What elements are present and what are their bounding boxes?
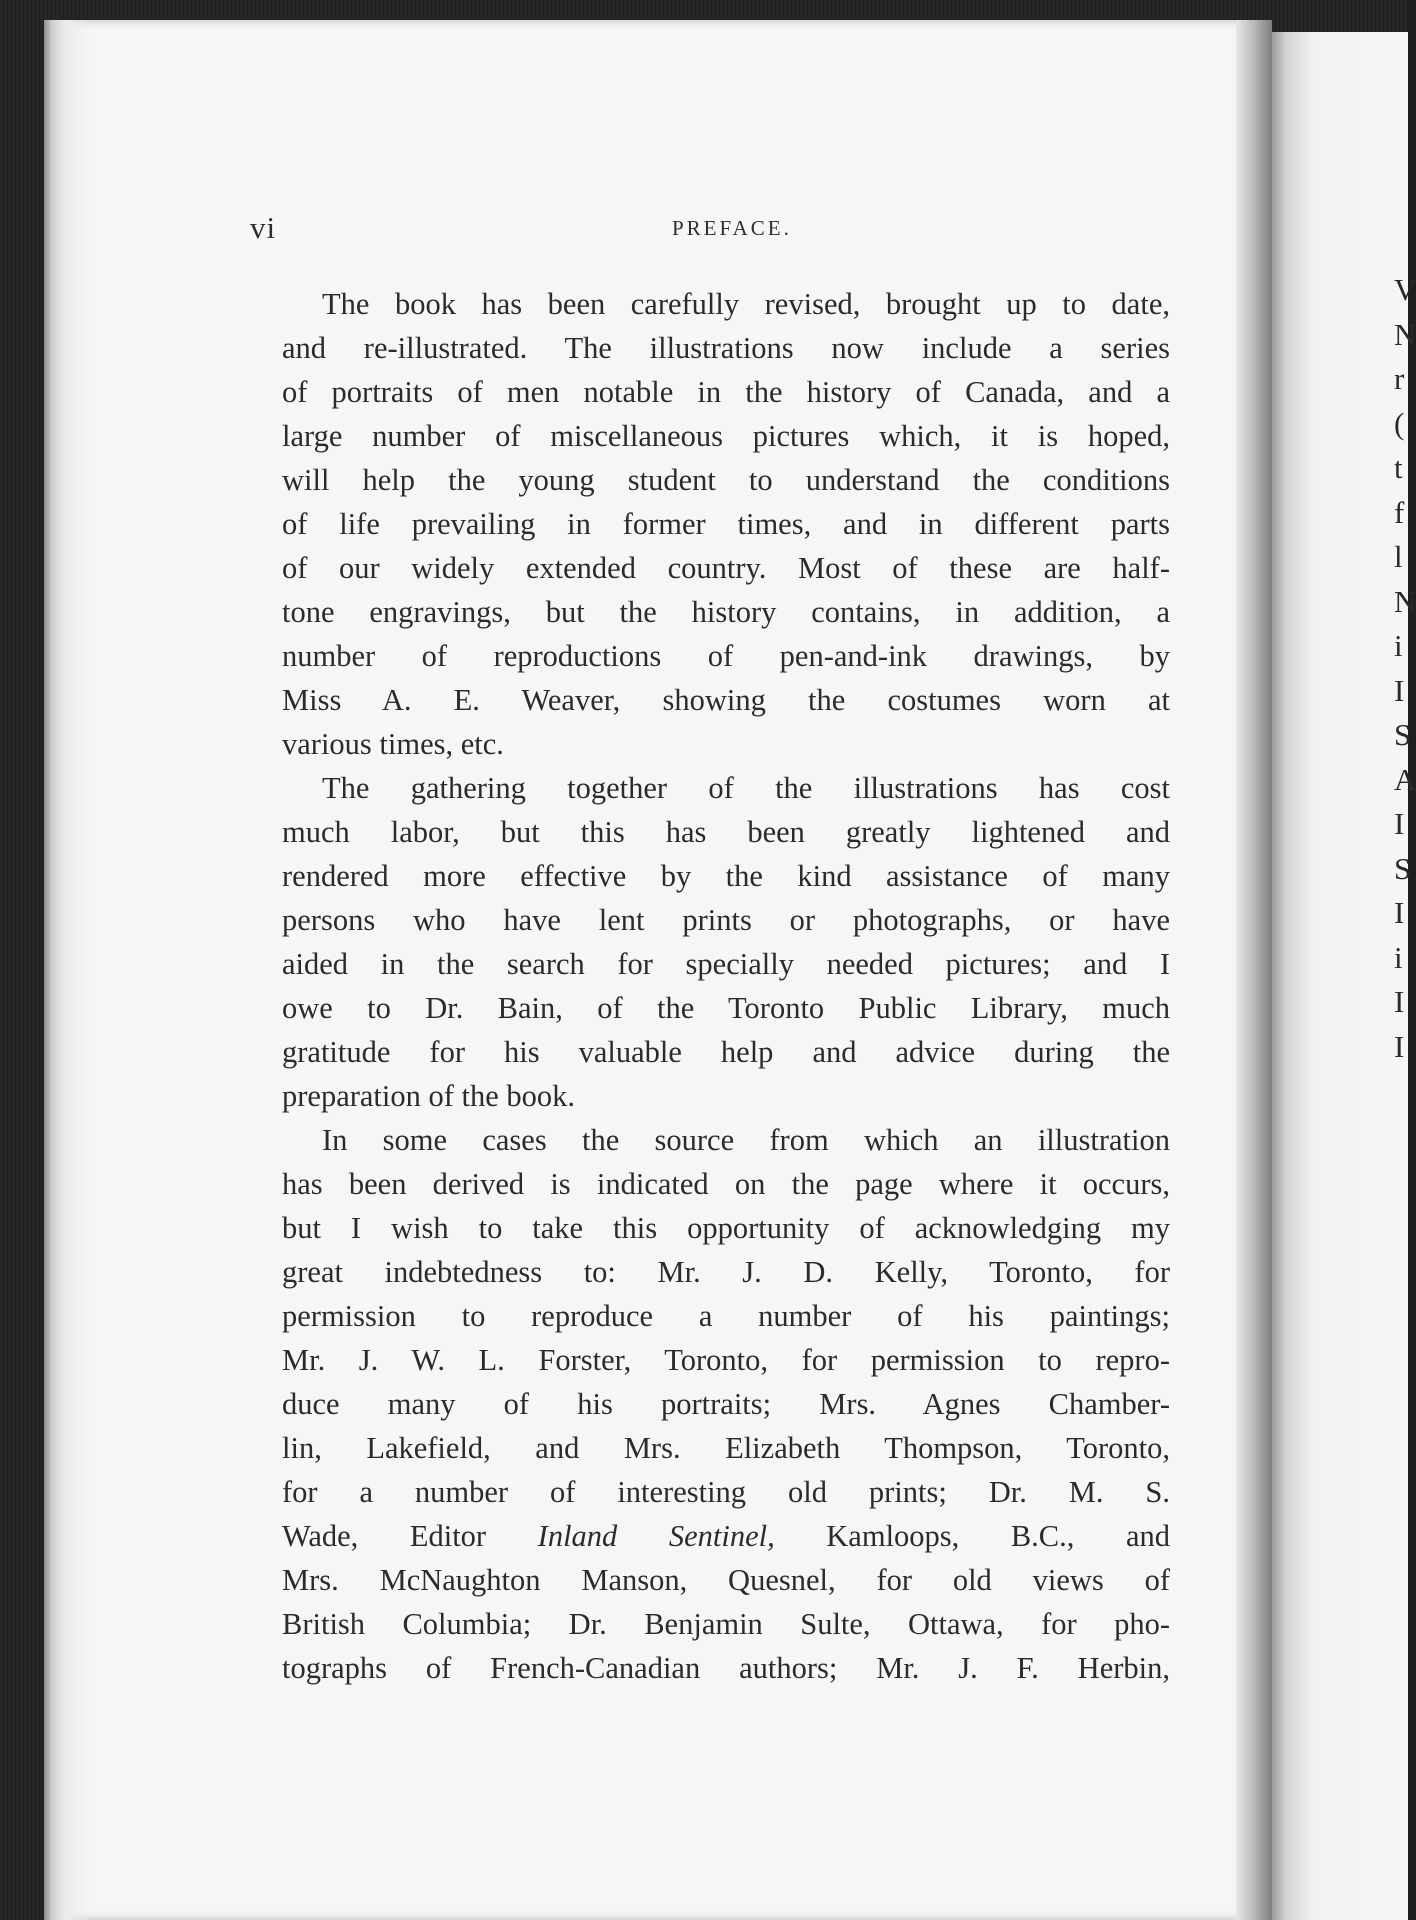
next-page-fragment: A — [1394, 761, 1416, 797]
next-page-fragment: I — [1394, 895, 1405, 930]
running-head — [44, 210, 1272, 250]
next-page-fragment: l — [1394, 539, 1403, 574]
text-line: tographs of French-Canadian authors; Mr. J. F. Herbin, — [282, 1651, 1170, 1685]
text-line: various times, etc. — [282, 727, 504, 761]
next-page-fragment: I — [1394, 1028, 1405, 1064]
text-run: Kamloops, B.C., and — [826, 1519, 1171, 1553]
text-line: The gathering together of the illustrations has cost — [322, 771, 1170, 805]
text-line: British Columbia; Dr. Benjamin Sulte, Ottawa, for pho- — [282, 1607, 1170, 1641]
text-line-with-italic — [282, 1514, 1170, 1558]
text-line: duce many of his portraits; Mrs. Agnes Chamber- — [282, 1387, 1170, 1421]
next-page-fragment: N — [1394, 316, 1416, 352]
next-page-fragment: S — [1394, 850, 1412, 886]
text-line: gratitude for his valuable help and advice during the — [282, 1035, 1170, 1069]
next-page-edge — [1272, 32, 1416, 1920]
next-page-fragment: V — [1394, 272, 1416, 307]
next-page-fragment: S — [1394, 717, 1412, 752]
next-page-fragment: ( — [1394, 405, 1405, 441]
text-line: and re-illustrated. The illustrations now include a series — [282, 331, 1170, 365]
gutter-shadow — [44, 20, 90, 1920]
text-run: Wade, Editor — [282, 1519, 487, 1553]
text-line: tone engravings, but the history contains, in addition, a — [282, 595, 1170, 629]
next-page-fragment: r — [1394, 361, 1405, 396]
text-line: number of reproductions of pen-and-ink drawings, by — [282, 639, 1170, 673]
text-line: large number of miscellaneous pictures which, it is hoped, — [282, 419, 1170, 453]
text-line: Miss A. E. Weaver, showing the costumes worn at — [282, 683, 1170, 717]
text-line: preparation of the book. — [282, 1079, 576, 1113]
book-page — [44, 20, 1272, 1920]
text-line: great indebtedness to: Mr. J. D. Kelly, Toronto, for — [282, 1255, 1170, 1289]
next-page-fragment: N — [1394, 583, 1416, 619]
text-line: permission to reproduce a number of his paintings; — [282, 1299, 1170, 1333]
periodical-title: Inland Sentinel, — [537, 1519, 775, 1553]
paragraph-2 — [282, 766, 1170, 1118]
text-line: but I wish to take this opportunity of acknowledging my — [282, 1211, 1170, 1245]
text-line: of our widely extended country. Most of these are half- — [282, 551, 1170, 585]
text-line: Mrs. McNaughton Manson, Quesnel, for old views of — [282, 1563, 1170, 1597]
paragraph-3 — [282, 1118, 1170, 1690]
paragraph-1 — [282, 282, 1170, 766]
text-line: In some cases the source from which an illustration — [322, 1123, 1170, 1157]
text-line: rendered more effective by the kind assistance of many — [282, 859, 1170, 893]
text-line: much labor, but this has been greatly lightened and — [282, 815, 1170, 849]
text-line: aided in the search for specially needed pictures; and I — [282, 947, 1170, 981]
text-line: owe to Dr. Bain, of the Toronto Public Library, much — [282, 991, 1170, 1025]
text-line: has been derived is indicated on the page where it occurs, — [282, 1167, 1170, 1201]
text-line: The book has been carefully revised, brought up to date, — [322, 287, 1170, 321]
text-line: for a number of interesting old prints; Dr. M. S. — [282, 1475, 1170, 1509]
next-page-fragment: I — [1394, 672, 1405, 708]
body-text — [282, 282, 1170, 1690]
text-line: persons who have lent prints or photographs, or have — [282, 903, 1170, 937]
text-line: lin, Lakefield, and Mrs. Elizabeth Thompson, Toronto, — [282, 1431, 1170, 1465]
next-page-fragment: f — [1394, 494, 1405, 530]
running-head-title: PREFACE. — [672, 216, 792, 240]
text-line: will help the young student to understand the conditions — [282, 463, 1170, 497]
next-page-fragment: I — [1394, 984, 1405, 1019]
next-page-fragment: i — [1394, 628, 1403, 663]
next-page-fragment: i — [1394, 939, 1403, 975]
next-page-fragment: I — [1394, 806, 1405, 841]
text-line: of life prevailing in former times, and in different parts — [282, 507, 1170, 541]
next-page-fragment: t — [1394, 450, 1403, 485]
text-line: Mr. J. W. L. Forster, Toronto, for permission to repro- — [282, 1343, 1170, 1377]
page-fold-shadow — [1236, 20, 1272, 1920]
text-line: of portraits of men notable in the history of Canada, and a — [282, 375, 1170, 409]
page-number: vi — [250, 210, 277, 245]
